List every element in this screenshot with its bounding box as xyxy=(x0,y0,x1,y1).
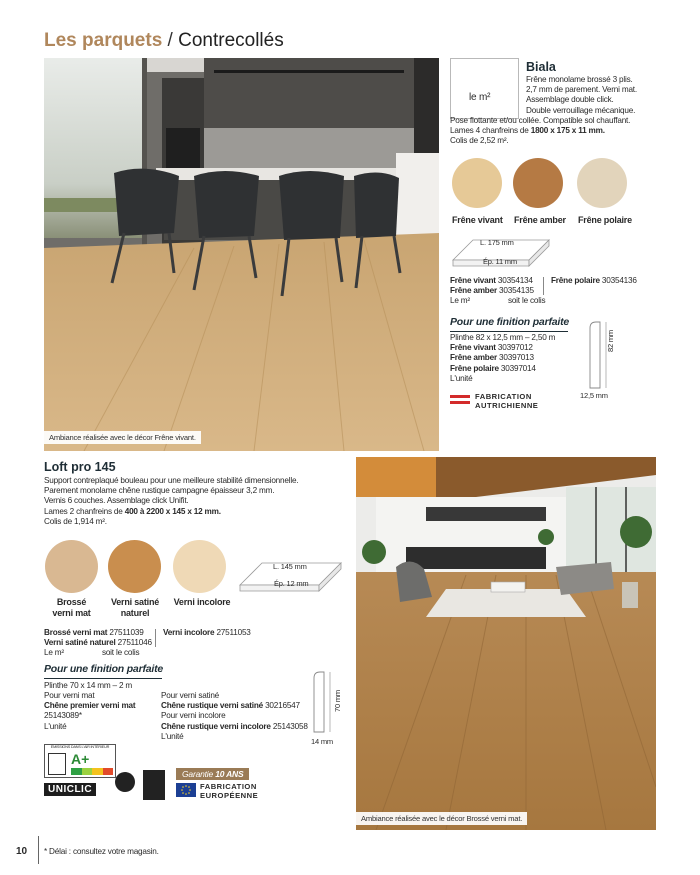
biala-title: Biala xyxy=(526,60,556,74)
loft-finition-underline xyxy=(44,678,162,679)
plinthe-spec: Plinthe 82 x 12,5 mm – 2,50 m xyxy=(450,333,556,342)
footer-divider xyxy=(38,836,39,864)
loft-plinthe-spec: Plinthe 70 x 14 mm – 2 m xyxy=(44,681,133,690)
loft-lames-dims: 400 à 2200 x 145 x 12 mm. xyxy=(124,506,221,516)
swatch-label-line: Verni satiné xyxy=(110,597,160,607)
ref-name: Frêne polaire xyxy=(551,276,600,285)
biala-lames-prefix: Lames 4 chanfreins de xyxy=(450,126,529,136)
ref-name: Brossé verni mat xyxy=(44,628,108,637)
loft-plinthe-profile xyxy=(304,668,354,740)
ref-code: 30354136 xyxy=(601,276,637,285)
page-title-brand: Les parquets xyxy=(44,30,163,51)
fabrication-line: FABRICATION xyxy=(200,782,257,791)
biala-desc-line: 2,7 mm de parement. Verni mat. xyxy=(526,85,637,95)
finition-line: Pour verni mat xyxy=(44,691,95,700)
loft-finition-right xyxy=(161,691,311,742)
kitchen-illustration xyxy=(44,58,439,451)
loft-fabrication xyxy=(200,783,258,800)
biala-unit-box xyxy=(450,58,519,119)
loft-lames-prefix: Lames 2 chanfreins de xyxy=(44,506,123,516)
biala-swatch-label: Frêne amber xyxy=(514,215,566,225)
fabrication-line: FABRICATION xyxy=(475,392,532,401)
biala-description-wide xyxy=(450,116,650,147)
loft-desc-line: Support contreplaqué bouleau pour une meilleure stabilité dimensionnelle. xyxy=(44,476,299,485)
biala-dim-height: 82 mm xyxy=(606,330,615,352)
unit-label: L'unité xyxy=(161,731,184,741)
loft-desc-line: Vernis 6 couches. Assemblage click Unifit. xyxy=(44,496,189,506)
garantie-badge xyxy=(176,768,249,780)
biala-unit-box-label: le m² xyxy=(469,92,491,103)
ref-code: 27511046 xyxy=(117,638,152,648)
loft-swatch-satine xyxy=(108,540,161,593)
ref-code: 25143089* xyxy=(44,711,82,721)
biala-desc-line: Assemblage double click. xyxy=(526,95,614,105)
biala-swatch-frene-polaire xyxy=(577,158,627,208)
ref-name: Frêne polaire xyxy=(450,363,499,373)
air-quality-scale xyxy=(71,768,113,775)
loft-finition-title: Pour une finition parfaite xyxy=(44,663,164,675)
ref-code: 27511039 xyxy=(109,628,144,637)
living-room-illustration xyxy=(356,457,656,830)
garantie-prefix: Garantie xyxy=(182,769,214,779)
loft-refs-left xyxy=(44,628,152,659)
loft-swatch-label xyxy=(104,597,166,618)
footer-note: * Délai : consultez votre magasin. xyxy=(44,847,159,856)
loft-desc-line: Parement monolame chêne rustique campagne épaisseur 3,2 mm. xyxy=(44,486,275,496)
loft-swatch-label: Verni incolore xyxy=(173,597,231,607)
page-number: 10 xyxy=(16,846,28,857)
biala-refs-left xyxy=(450,276,545,307)
biala-lames-line xyxy=(450,126,650,136)
ref-name: Frêne vivant xyxy=(450,276,496,285)
eu-stars xyxy=(176,783,196,797)
ref-name: Chêne rustique verni satiné xyxy=(161,701,263,711)
unit-label: L'unité xyxy=(44,721,67,731)
ref-name: Frêne amber xyxy=(450,286,497,296)
eu-flag-icon xyxy=(176,783,196,797)
biala-ambiance-photo xyxy=(44,58,439,451)
ref-code: 30397013 xyxy=(499,353,534,363)
biala-ref-right xyxy=(551,276,637,286)
loft-swatch-brosse xyxy=(45,540,98,593)
air-quality-grade: A+ xyxy=(71,751,90,767)
loft-colis: Colis de 1,914 m². xyxy=(44,516,107,526)
ref-code: 27511053 xyxy=(216,628,251,637)
unit-label: soit le colis xyxy=(507,296,546,306)
loft-refs-divider xyxy=(155,629,156,647)
unit-label: soit le colis xyxy=(101,648,140,658)
unit-label: Le m² xyxy=(44,648,64,658)
ref-name: Verni satiné naturel xyxy=(44,638,116,648)
biala-photo-caption: Ambiance réalisée avec le décor Frêne vivant. xyxy=(44,431,201,444)
biala-fabrication xyxy=(475,393,538,410)
air-quality-header: ÉMISSIONS DANS L'AIR INTÉRIEUR xyxy=(45,745,115,750)
ref-code: 30354134 xyxy=(497,276,533,285)
ref-code: 25143058 xyxy=(272,721,308,731)
unit-label: Le m² xyxy=(450,296,470,306)
biala-swatch-frene-vivant xyxy=(452,158,502,208)
fabrication-line: AUTRICHIENNE xyxy=(475,400,539,410)
biala-lames-dims: 1800 x 175 x 11 mm. xyxy=(530,126,605,136)
garantie-years: 10 ANS xyxy=(215,769,244,779)
austria-flag-icon xyxy=(450,395,470,404)
loft-dim-width: 14 mm xyxy=(311,737,333,746)
ref-code: 30354135 xyxy=(499,286,534,296)
loft-dim-height: 70 mm xyxy=(333,690,342,712)
finition-line: Pour verni satiné xyxy=(161,691,220,700)
page-title-slash: / xyxy=(167,30,173,51)
biala-finition-details xyxy=(450,333,555,384)
house-icon xyxy=(48,753,66,775)
biala-dim-width: 12,5 mm xyxy=(580,391,608,400)
swatch-label-line: Brossé xyxy=(56,597,87,607)
swatch-label-line: verni mat xyxy=(52,607,91,618)
ref-code: 30397012 xyxy=(497,343,533,353)
fabrication-line: EUROPÉENNE xyxy=(200,790,259,800)
loft-ref-right xyxy=(163,628,251,638)
ref-name: Verni incolore xyxy=(163,628,215,637)
biala-swatch-frene-amber xyxy=(513,158,563,208)
biala-refs-divider xyxy=(543,277,544,295)
unit-label: L'unité xyxy=(450,373,473,383)
biala-description xyxy=(526,75,646,116)
biala-desc-line: Frêne monolame brossé 3 plis. xyxy=(526,75,633,84)
biala-finition-underline xyxy=(450,331,568,332)
biala-colis: Colis de 2,52 m². xyxy=(450,136,509,146)
uniclic-logo: UNICLIC xyxy=(44,783,96,796)
loft-photo-caption: Ambiance réalisée avec le décor Brossé verni mat. xyxy=(356,812,527,825)
loft-swatch-incolore xyxy=(173,540,226,593)
underfloor-heating-icon xyxy=(143,770,165,800)
ref-name: Frêne vivant xyxy=(450,343,496,353)
biala-swatch-label: Frêne vivant xyxy=(452,215,503,225)
air-quality-label xyxy=(44,744,116,778)
loft-swatch-label xyxy=(45,597,98,618)
page-title-subtitle: Contrecollés xyxy=(178,30,284,51)
loft-plank-thickness: Ép. 12 mm xyxy=(274,579,309,588)
ref-name: Frêne amber xyxy=(450,353,497,363)
biala-finition-title: Pour une finition parfaite xyxy=(450,316,570,328)
loft-title: Loft pro 145 xyxy=(44,460,116,474)
ref-name: Chêne rustique verni incolore xyxy=(161,721,271,731)
swatch-label-line: naturel xyxy=(120,607,150,618)
biala-swatch-label: Frêne polaire xyxy=(578,215,632,225)
ref-name: Chêne premier verni mat xyxy=(44,701,136,711)
ref-code: 30216547 xyxy=(265,701,300,711)
biala-plank-length: L. 175 mm xyxy=(480,238,514,247)
loft-ambiance-photo xyxy=(356,457,656,830)
ref-code: 30397014 xyxy=(500,363,536,373)
loft-finition-left xyxy=(44,691,154,732)
biala-desc-line: Double verrouillage mécanique. xyxy=(526,105,636,115)
biala-desc-line: Pose flottante et/ou collée. Compatible sol chauffant. xyxy=(450,116,631,125)
install-icon xyxy=(115,772,135,792)
page-title xyxy=(44,30,284,52)
loft-plank-length: L. 145 mm xyxy=(273,562,307,571)
biala-plank-thickness: Ép. 11 mm xyxy=(483,257,517,266)
loft-description xyxy=(44,476,344,527)
finition-line: Pour verni incolore xyxy=(161,711,226,721)
